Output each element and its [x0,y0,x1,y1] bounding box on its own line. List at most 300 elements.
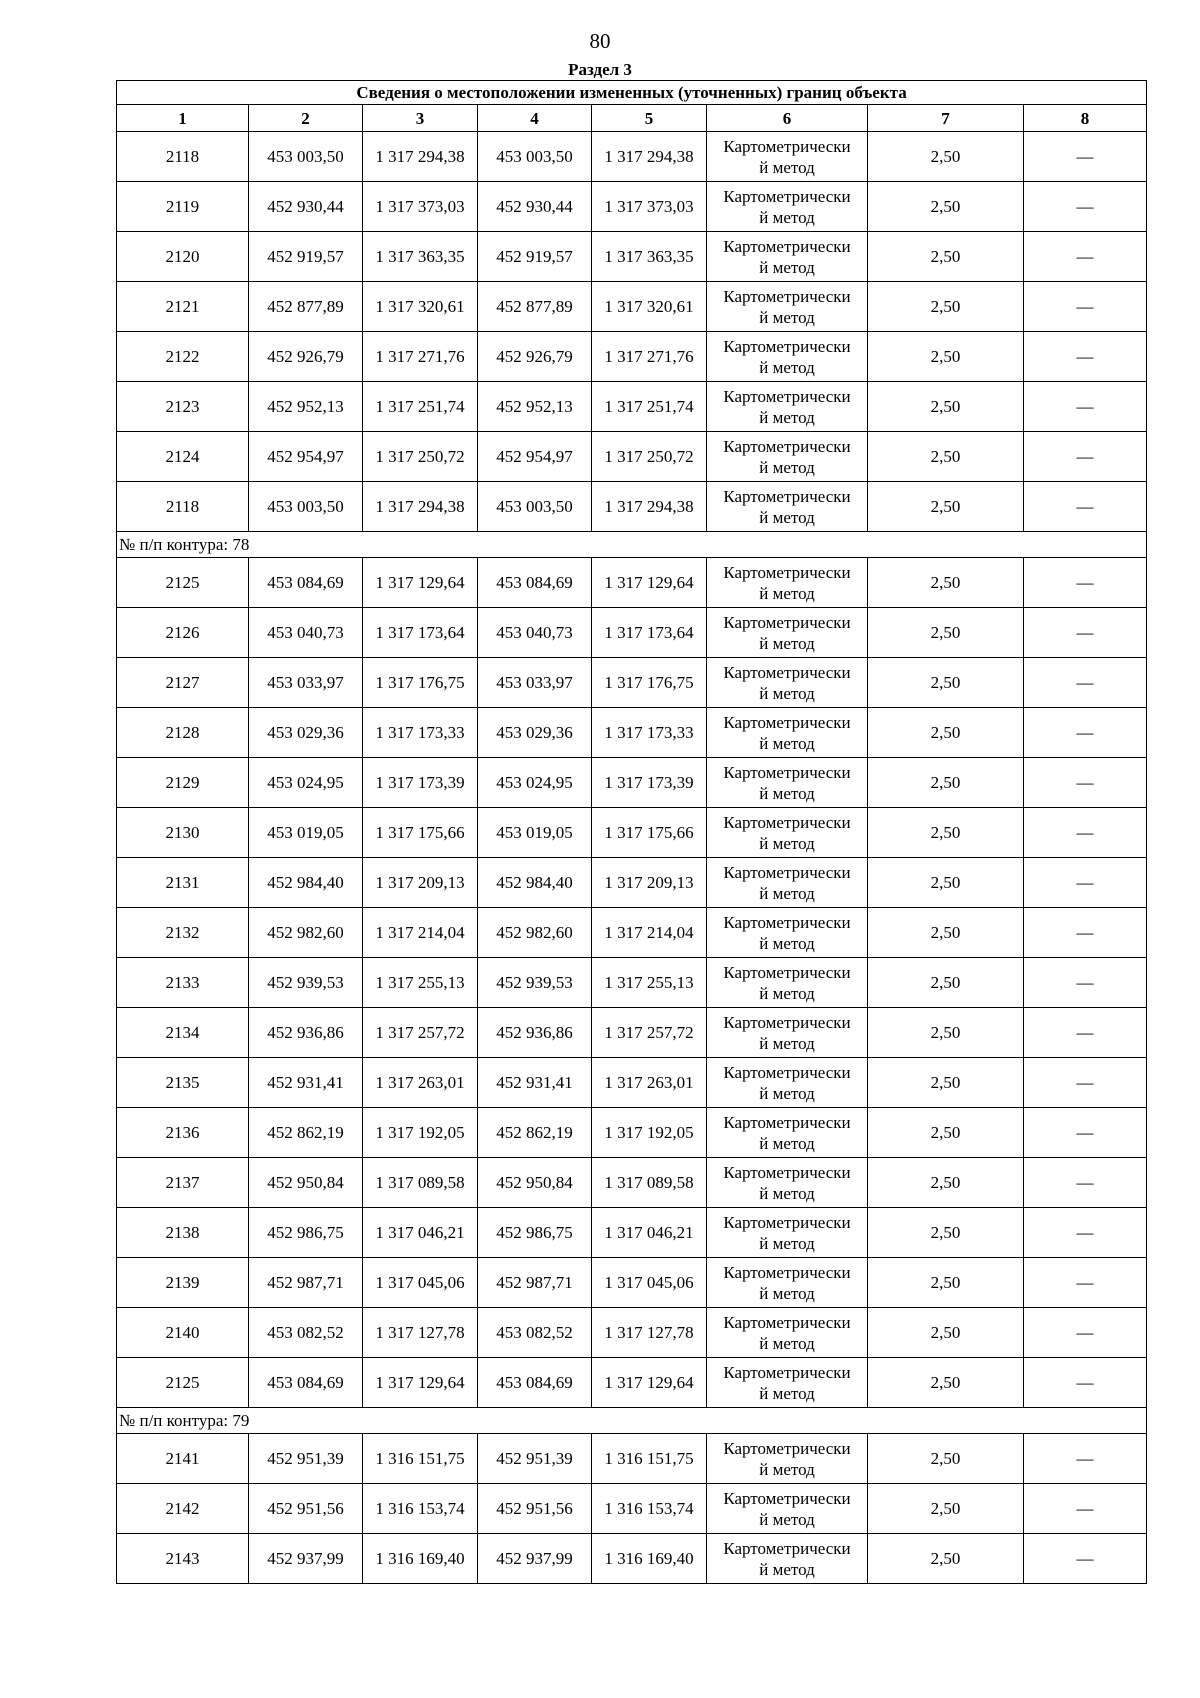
accuracy-cell: 2,50 [868,1108,1024,1158]
new-x-cell: 452 936,86 [478,1008,592,1058]
method-text-line-2: й метод [759,307,815,327]
column-header: 3 [363,105,478,132]
method-text-line-1: Картометрически [723,486,851,506]
new-x-cell: 453 040,73 [478,608,592,658]
method-text-line-2: й метод [759,1509,815,1529]
new-y-cell: 1 316 169,40 [592,1534,707,1584]
old-y-cell: 1 317 173,64 [363,608,478,658]
point-number-cell: 2138 [117,1208,249,1258]
table-row [117,1058,1147,1108]
method-text-line-1: Картометрически [723,912,851,932]
method-text-line-1: Картометрически [723,1488,851,1508]
description-cell: — [1024,808,1147,858]
method-text-line-2: й метод [759,783,815,803]
description-cell: — [1024,1208,1147,1258]
table-row [117,1308,1147,1358]
point-number-cell: 2143 [117,1534,249,1584]
method-cell [707,958,868,1008]
new-x-cell: 453 019,05 [478,808,592,858]
new-x-cell: 452 950,84 [478,1158,592,1208]
description-cell: — [1024,1108,1147,1158]
point-number-cell: 2142 [117,1484,249,1534]
description-cell: — [1024,232,1147,282]
method-cell [707,1108,868,1158]
old-x-cell: 452 937,99 [249,1534,363,1584]
point-number-cell: 2121 [117,282,249,332]
method-cell [707,482,868,532]
description-cell: — [1024,332,1147,382]
method-text-line-2: й метод [759,507,815,527]
old-y-cell: 1 317 294,38 [363,482,478,532]
table-row [117,232,1147,282]
new-x-cell: 452 984,40 [478,858,592,908]
old-y-cell: 1 317 251,74 [363,382,478,432]
new-y-cell: 1 317 089,58 [592,1158,707,1208]
new-y-cell: 1 317 263,01 [592,1058,707,1108]
new-x-cell: 452 862,19 [478,1108,592,1158]
old-x-cell: 452 862,19 [249,1108,363,1158]
method-cell [707,232,868,282]
method-cell [707,858,868,908]
new-y-cell: 1 317 251,74 [592,382,707,432]
point-number-cell: 2139 [117,1258,249,1308]
description-cell: — [1024,282,1147,332]
accuracy-cell: 2,50 [868,908,1024,958]
method-text-line-1: Картометрически [723,386,851,406]
method-text-line-1: Картометрически [723,1062,851,1082]
description-cell: — [1024,908,1147,958]
method-cell [707,1208,868,1258]
old-x-cell: 452 987,71 [249,1258,363,1308]
description-cell: — [1024,558,1147,608]
method-text-line-2: й метод [759,583,815,603]
method-text-line-2: й метод [759,1133,815,1153]
old-y-cell: 1 316 151,75 [363,1434,478,1484]
new-x-cell: 452 954,97 [478,432,592,482]
column-header: 8 [1024,105,1147,132]
description-cell: — [1024,132,1147,182]
new-y-cell: 1 316 151,75 [592,1434,707,1484]
new-y-cell: 1 317 257,72 [592,1008,707,1058]
description-cell: — [1024,1534,1147,1584]
old-y-cell: 1 317 175,66 [363,808,478,858]
new-y-cell: 1 317 173,33 [592,708,707,758]
description-cell: — [1024,1308,1147,1358]
column-header: 6 [707,105,868,132]
point-number-cell: 2123 [117,382,249,432]
accuracy-cell: 2,50 [868,658,1024,708]
new-y-cell: 1 317 173,39 [592,758,707,808]
table-row [117,1484,1147,1534]
method-cell [707,1484,868,1534]
contour-row [117,1408,1147,1434]
new-x-cell: 452 931,41 [478,1058,592,1108]
old-y-cell: 1 317 257,72 [363,1008,478,1058]
method-cell [707,808,868,858]
old-y-cell: 1 316 169,40 [363,1534,478,1584]
method-cell [707,182,868,232]
method-cell [707,1308,868,1358]
page-number: 80 [589,29,611,53]
new-x-cell: 452 987,71 [478,1258,592,1308]
method-text-line-2: й метод [759,883,815,903]
table-row [117,182,1147,232]
method-text-line-1: Картометрически [723,286,851,306]
point-number-cell: 2140 [117,1308,249,1358]
point-number-cell: 2120 [117,232,249,282]
point-number-cell: 2132 [117,908,249,958]
new-y-cell: 1 317 320,61 [592,282,707,332]
old-y-cell: 1 317 129,64 [363,1358,478,1408]
accuracy-cell: 2,50 [868,1008,1024,1058]
accuracy-cell: 2,50 [868,858,1024,908]
method-text-line-2: й метод [759,457,815,477]
method-text-line-2: й метод [759,157,815,177]
contour-label: № п/п контура: 79 [117,1408,1147,1434]
table-caption: Сведения о местоположении измененных (уточненных) границ объекта [117,81,1147,105]
method-text-line-2: й метод [759,833,815,853]
new-y-cell: 1 317 045,06 [592,1258,707,1308]
old-y-cell: 1 317 263,01 [363,1058,478,1108]
method-cell [707,908,868,958]
new-x-cell: 452 982,60 [478,908,592,958]
point-number-cell: 2126 [117,608,249,658]
old-x-cell: 452 931,41 [249,1058,363,1108]
old-x-cell: 452 982,60 [249,908,363,958]
new-x-cell: 453 029,36 [478,708,592,758]
old-y-cell: 1 317 045,06 [363,1258,478,1308]
method-cell [707,132,868,182]
new-y-cell: 1 317 175,66 [592,808,707,858]
point-number-cell: 2125 [117,1358,249,1408]
table-row [117,482,1147,532]
point-number-cell: 2125 [117,558,249,608]
method-cell [707,382,868,432]
method-text-line-2: й метод [759,1083,815,1103]
new-x-cell: 453 033,97 [478,658,592,708]
point-number-cell: 2124 [117,432,249,482]
table-row [117,332,1147,382]
accuracy-cell: 2,50 [868,708,1024,758]
new-x-cell: 452 986,75 [478,1208,592,1258]
new-x-cell: 452 919,57 [478,232,592,282]
description-cell: — [1024,658,1147,708]
description-cell: — [1024,608,1147,658]
method-text-line-2: й метод [759,1459,815,1479]
method-text-line-1: Картометрически [723,1362,851,1382]
table-row [117,1108,1147,1158]
new-y-cell: 1 317 271,76 [592,332,707,382]
coordinates-table [116,80,1147,1584]
accuracy-cell: 2,50 [868,182,1024,232]
new-y-cell: 1 317 214,04 [592,908,707,958]
accuracy-cell: 2,50 [868,432,1024,482]
old-y-cell: 1 317 363,35 [363,232,478,282]
point-number-cell: 2135 [117,1058,249,1108]
contour-label: № п/п контура: 78 [117,532,1147,558]
table-row [117,608,1147,658]
method-text-line-1: Картометрически [723,562,851,582]
old-y-cell: 1 317 173,33 [363,708,478,758]
accuracy-cell: 2,50 [868,1434,1024,1484]
old-x-cell: 452 950,84 [249,1158,363,1208]
table-row [117,558,1147,608]
new-x-cell: 452 937,99 [478,1534,592,1584]
old-y-cell: 1 317 320,61 [363,282,478,332]
old-x-cell: 452 951,39 [249,1434,363,1484]
method-text-line-2: й метод [759,357,815,377]
old-x-cell: 452 930,44 [249,182,363,232]
old-x-cell: 452 936,86 [249,1008,363,1058]
method-text-line-2: й метод [759,933,815,953]
method-cell [707,1008,868,1058]
method-cell [707,332,868,382]
new-y-cell: 1 317 373,03 [592,182,707,232]
accuracy-cell: 2,50 [868,232,1024,282]
method-text-line-1: Картометрически [723,1212,851,1232]
method-text-line-1: Картометрически [723,136,851,156]
accuracy-cell: 2,50 [868,132,1024,182]
new-y-cell: 1 317 129,64 [592,1358,707,1408]
old-x-cell: 452 986,75 [249,1208,363,1258]
method-text-line-2: й метод [759,1283,815,1303]
point-number-cell: 2129 [117,758,249,808]
old-x-cell: 453 084,69 [249,558,363,608]
column-header-row [117,105,1147,132]
method-cell [707,708,868,758]
accuracy-cell: 2,50 [868,332,1024,382]
accuracy-cell: 2,50 [868,1484,1024,1534]
method-text-line-2: й метод [759,683,815,703]
old-y-cell: 1 317 294,38 [363,132,478,182]
new-x-cell: 452 926,79 [478,332,592,382]
table-row [117,908,1147,958]
old-y-cell: 1 317 255,13 [363,958,478,1008]
column-header: 4 [478,105,592,132]
method-cell [707,1058,868,1108]
description-cell: — [1024,758,1147,808]
method-cell [707,1258,868,1308]
accuracy-cell: 2,50 [868,1058,1024,1108]
new-x-cell: 453 084,69 [478,558,592,608]
point-number-cell: 2136 [117,1108,249,1158]
old-y-cell: 1 317 271,76 [363,332,478,382]
old-x-cell: 453 024,95 [249,758,363,808]
old-y-cell: 1 316 153,74 [363,1484,478,1534]
table-row [117,958,1147,1008]
old-x-cell: 452 951,56 [249,1484,363,1534]
method-cell [707,1534,868,1584]
method-text-line-2: й метод [759,1559,815,1579]
method-text-line-1: Картометрически [723,812,851,832]
old-x-cell: 452 877,89 [249,282,363,332]
new-y-cell: 1 317 363,35 [592,232,707,282]
table-row [117,382,1147,432]
accuracy-cell: 2,50 [868,282,1024,332]
section-title: Раздел 3 [568,60,632,79]
method-text-line-1: Картометрически [723,1538,851,1558]
point-number-cell: 2130 [117,808,249,858]
description-cell: — [1024,1158,1147,1208]
table-row [117,132,1147,182]
new-x-cell: 452 877,89 [478,282,592,332]
point-number-cell: 2137 [117,1158,249,1208]
table-row [117,282,1147,332]
old-y-cell: 1 317 373,03 [363,182,478,232]
column-header: 1 [117,105,249,132]
method-cell [707,1434,868,1484]
new-y-cell: 1 316 153,74 [592,1484,707,1534]
method-cell [707,1358,868,1408]
method-text-line-1: Картометрически [723,1262,851,1282]
description-cell: — [1024,1358,1147,1408]
contour-row [117,532,1147,558]
point-number-cell: 2122 [117,332,249,382]
method-text-line-1: Картометрически [723,1312,851,1332]
method-text-line-1: Картометрически [723,186,851,206]
new-x-cell: 453 084,69 [478,1358,592,1408]
point-number-cell: 2133 [117,958,249,1008]
table-row [117,658,1147,708]
old-x-cell: 453 003,50 [249,132,363,182]
method-text-line-1: Картометрически [723,336,851,356]
table-row [117,1008,1147,1058]
accuracy-cell: 2,50 [868,1158,1024,1208]
table-row [117,1158,1147,1208]
new-y-cell: 1 317 129,64 [592,558,707,608]
point-number-cell: 2134 [117,1008,249,1058]
accuracy-cell: 2,50 [868,382,1024,432]
method-text-line-2: й метод [759,733,815,753]
old-y-cell: 1 317 214,04 [363,908,478,958]
old-y-cell: 1 317 209,13 [363,858,478,908]
new-y-cell: 1 317 294,38 [592,482,707,532]
method-text-line-1: Картометрически [723,762,851,782]
point-number-cell: 2128 [117,708,249,758]
method-text-line-1: Картометрически [723,1162,851,1182]
old-x-cell: 453 084,69 [249,1358,363,1408]
method-cell [707,658,868,708]
accuracy-cell: 2,50 [868,758,1024,808]
new-y-cell: 1 317 176,75 [592,658,707,708]
new-x-cell: 452 951,39 [478,1434,592,1484]
description-cell: — [1024,708,1147,758]
table-row [117,708,1147,758]
old-x-cell: 453 003,50 [249,482,363,532]
description-cell: — [1024,1058,1147,1108]
old-x-cell: 452 952,13 [249,382,363,432]
method-cell [707,1158,868,1208]
method-cell [707,558,868,608]
table-row [117,858,1147,908]
table-body [117,132,1147,1584]
new-x-cell: 453 003,50 [478,132,592,182]
description-cell: — [1024,182,1147,232]
accuracy-cell: 2,50 [868,608,1024,658]
new-x-cell: 453 003,50 [478,482,592,532]
method-text-line-2: й метод [759,1383,815,1403]
table-row [117,1358,1147,1408]
column-header: 2 [249,105,363,132]
method-text-line-2: й метод [759,633,815,653]
method-cell [707,758,868,808]
table-row [117,432,1147,482]
new-y-cell: 1 317 209,13 [592,858,707,908]
old-x-cell: 453 019,05 [249,808,363,858]
description-cell: — [1024,482,1147,532]
accuracy-cell: 2,50 [868,808,1024,858]
method-text-line-2: й метод [759,1333,815,1353]
point-number-cell: 2118 [117,482,249,532]
accuracy-cell: 2,50 [868,558,1024,608]
method-text-line-2: й метод [759,1183,815,1203]
method-text-line-1: Картометрически [723,862,851,882]
description-cell: — [1024,958,1147,1008]
old-y-cell: 1 317 176,75 [363,658,478,708]
method-text-line-2: й метод [759,1033,815,1053]
description-cell: — [1024,1434,1147,1484]
method-text-line-1: Картометрически [723,436,851,456]
method-text-line-1: Картометрически [723,1012,851,1032]
method-text-line-1: Картометрически [723,962,851,982]
accuracy-cell: 2,50 [868,1208,1024,1258]
method-cell [707,432,868,482]
description-cell: — [1024,1258,1147,1308]
accuracy-cell: 2,50 [868,958,1024,1008]
accuracy-cell: 2,50 [868,1534,1024,1584]
description-cell: — [1024,382,1147,432]
accuracy-cell: 2,50 [868,1308,1024,1358]
description-cell: — [1024,858,1147,908]
point-number-cell: 2127 [117,658,249,708]
method-text-line-1: Картометрически [723,662,851,682]
new-y-cell: 1 317 294,38 [592,132,707,182]
method-text-line-2: й метод [759,983,815,1003]
new-x-cell: 452 952,13 [478,382,592,432]
old-x-cell: 452 984,40 [249,858,363,908]
new-y-cell: 1 317 255,13 [592,958,707,1008]
new-y-cell: 1 317 046,21 [592,1208,707,1258]
table-row [117,1208,1147,1258]
accuracy-cell: 2,50 [868,1358,1024,1408]
method-text-line-1: Картометрически [723,1438,851,1458]
new-x-cell: 452 930,44 [478,182,592,232]
old-x-cell: 452 939,53 [249,958,363,1008]
new-y-cell: 1 317 192,05 [592,1108,707,1158]
table-row [117,758,1147,808]
method-text-line-1: Картометрически [723,236,851,256]
old-y-cell: 1 317 129,64 [363,558,478,608]
old-x-cell: 453 033,97 [249,658,363,708]
method-text-line-2: й метод [759,207,815,227]
method-text-line-1: Картометрически [723,612,851,632]
point-number-cell: 2118 [117,132,249,182]
accuracy-cell: 2,50 [868,482,1024,532]
new-x-cell: 452 939,53 [478,958,592,1008]
point-number-cell: 2119 [117,182,249,232]
method-text-line-2: й метод [759,407,815,427]
new-x-cell: 452 951,56 [478,1484,592,1534]
old-y-cell: 1 317 173,39 [363,758,478,808]
table-row [117,1258,1147,1308]
old-x-cell: 453 029,36 [249,708,363,758]
old-x-cell: 453 082,52 [249,1308,363,1358]
column-header: 7 [868,105,1024,132]
table-row [117,1434,1147,1484]
old-x-cell: 452 919,57 [249,232,363,282]
point-number-cell: 2131 [117,858,249,908]
old-x-cell: 452 954,97 [249,432,363,482]
